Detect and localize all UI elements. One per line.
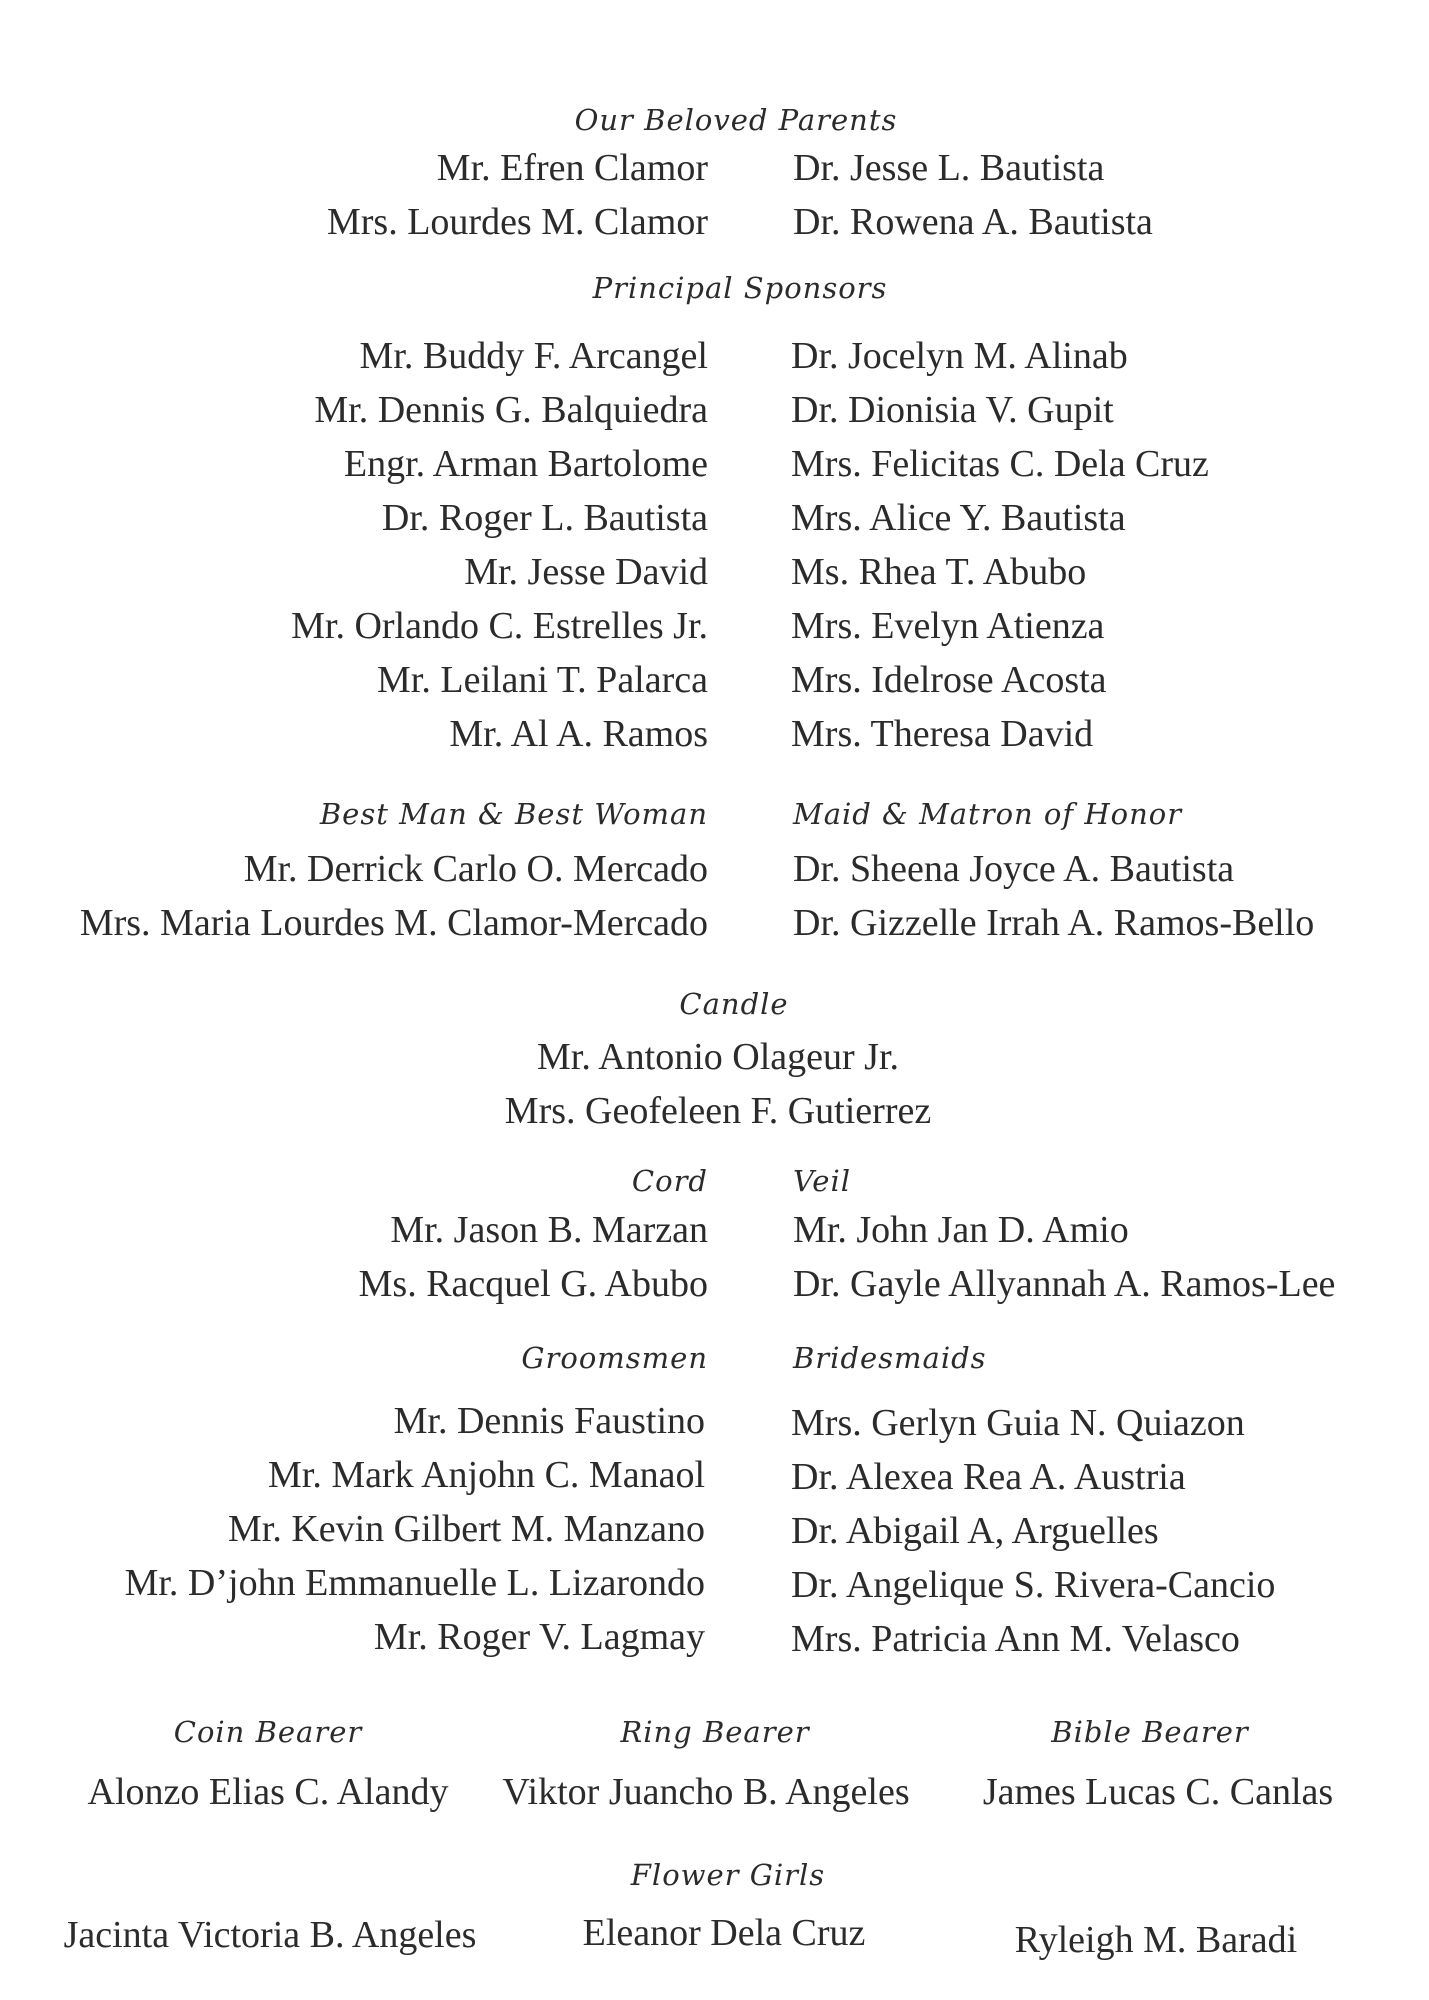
sponsor-name: Mrs. Evelyn Atienza [791, 605, 1105, 647]
cord-name: Mr. Jason B. Marzan [390, 1209, 708, 1251]
sponsor-name: Mr. Dennis G. Balquiedra [314, 389, 708, 431]
bible-bearer-heading: Bible Bearer [1051, 1715, 1249, 1749]
maid-of-honor-heading: Maid & Matron of Honor [793, 797, 1183, 831]
principal-sponsors-men [291, 329, 708, 761]
sponsor-name: Dr. Dionisia V. Gupit [791, 389, 1114, 431]
principal-sponsors-heading: Principal Sponsors [592, 271, 888, 305]
sponsor-name: Mr. Leilani T. Palarca [377, 659, 708, 701]
veil-heading: Veil [793, 1164, 851, 1198]
candle-name: Mr. Antonio Olageur Jr. [536, 1036, 900, 1078]
best-man-heading: Best Man & Best Woman [319, 797, 708, 831]
parent-name: Dr. Jesse L. Bautista [793, 147, 1105, 189]
groomsman-name: Mr. Roger V. Lagmay [373, 1616, 705, 1658]
flower-girl-name: Eleanor Dela Cruz [582, 1912, 866, 1954]
groomsmen-names [125, 1394, 705, 1664]
bridesmaids-names [791, 1396, 1275, 1666]
cord-heading: Cord [631, 1164, 708, 1198]
maid-of-honor-names [793, 842, 1314, 950]
groomsman-name: Mr. D’john Emmanuelle L. Lizarondo [124, 1562, 705, 1604]
sponsor-name: Mrs. Idelrose Acosta [791, 659, 1107, 701]
sponsor-name: Dr. Roger L. Bautista [381, 497, 708, 539]
principal-sponsors-women [791, 329, 1209, 761]
best-man-name: Mrs. Maria Lourdes M. Clamor-Mercado [79, 902, 708, 944]
sponsor-name: Mr. Orlando C. Estrelles Jr. [291, 605, 708, 647]
candle-heading: Candle [679, 987, 789, 1021]
sponsor-name: Ms. Rhea T. Abubo [791, 551, 1087, 593]
groomsman-name: Mr. Kevin Gilbert M. Manzano [227, 1508, 705, 1550]
parents-groom-side [327, 141, 708, 249]
sponsor-name: Mr. Buddy F. Arcangel [359, 335, 708, 377]
bridesmaid-name: Mrs. Gerlyn Guia N. Quiazon [791, 1402, 1245, 1444]
parent-name: Dr. Rowena A. Bautista [793, 201, 1153, 243]
parents-bride-side [793, 141, 1153, 249]
best-man-names [80, 842, 708, 950]
veil-name: Dr. Gayle Allyannah A. Ramos-Lee [793, 1263, 1336, 1305]
sponsor-name: Mrs. Theresa David [791, 713, 1094, 755]
veil-names [793, 1203, 1335, 1311]
sponsor-name: Mr. Al A. Ramos [449, 713, 708, 755]
coin-bearer-name: Alonzo Elias C. Alandy [87, 1771, 449, 1813]
ring-bearer-heading: Ring Bearer [620, 1715, 810, 1749]
maid-of-honor-name: Dr. Gizzelle Irrah A. Ramos-Bello [793, 902, 1315, 944]
cord-names [359, 1203, 708, 1311]
ring-bearer-name: Viktor Juancho B. Angeles [502, 1771, 910, 1813]
sponsor-name: Mrs. Alice Y. Bautista [791, 497, 1126, 539]
veil-name: Mr. John Jan D. Amio [793, 1209, 1129, 1251]
bridesmaid-name: Dr. Abigail A, Arguelles [791, 1510, 1159, 1552]
maid-of-honor-name: Dr. Sheena Joyce A. Bautista [793, 848, 1235, 890]
sponsor-name: Mr. Jesse David [464, 551, 708, 593]
flower-girl-name: Jacinta Victoria B. Angeles [63, 1914, 477, 1956]
sponsor-name: Engr. Arman Bartolome [343, 443, 708, 485]
bridesmaid-name: Dr. Angelique S. Rivera-Cancio [791, 1564, 1276, 1606]
cord-name: Ms. Racquel G. Abubo [358, 1263, 708, 1305]
sponsor-name: Dr. Jocelyn M. Alinab [791, 335, 1128, 377]
candle-names [505, 1030, 931, 1138]
parent-name: Mrs. Lourdes M. Clamor [326, 201, 708, 243]
coin-bearer-heading: Coin Bearer [173, 1715, 363, 1749]
sponsor-name: Mrs. Felicitas C. Dela Cruz [791, 443, 1209, 485]
candle-name: Mrs. Geofeleen F. Gutierrez [504, 1090, 932, 1132]
groomsman-name: Mr. Mark Anjohn C. Manaol [268, 1454, 705, 1496]
groomsman-name: Mr. Dennis Faustino [393, 1400, 705, 1442]
bridesmaid-name: Mrs. Patricia Ann M. Velasco [791, 1618, 1240, 1660]
flower-girls-heading: Flower Girls [630, 1858, 826, 1892]
parent-name: Mr. Efren Clamor [436, 147, 708, 189]
best-man-name: Mr. Derrick Carlo O. Mercado [243, 848, 708, 890]
flower-girl-name: Ryleigh M. Baradi [1014, 1919, 1298, 1961]
bridesmaids-heading: Bridesmaids [793, 1341, 987, 1375]
bridesmaid-name: Dr. Alexea Rea A. Austria [791, 1456, 1186, 1498]
parents-heading: Our Beloved Parents [574, 103, 898, 137]
groomsmen-heading: Groomsmen [521, 1341, 708, 1375]
bible-bearer-name: James Lucas C. Canlas [982, 1771, 1334, 1813]
